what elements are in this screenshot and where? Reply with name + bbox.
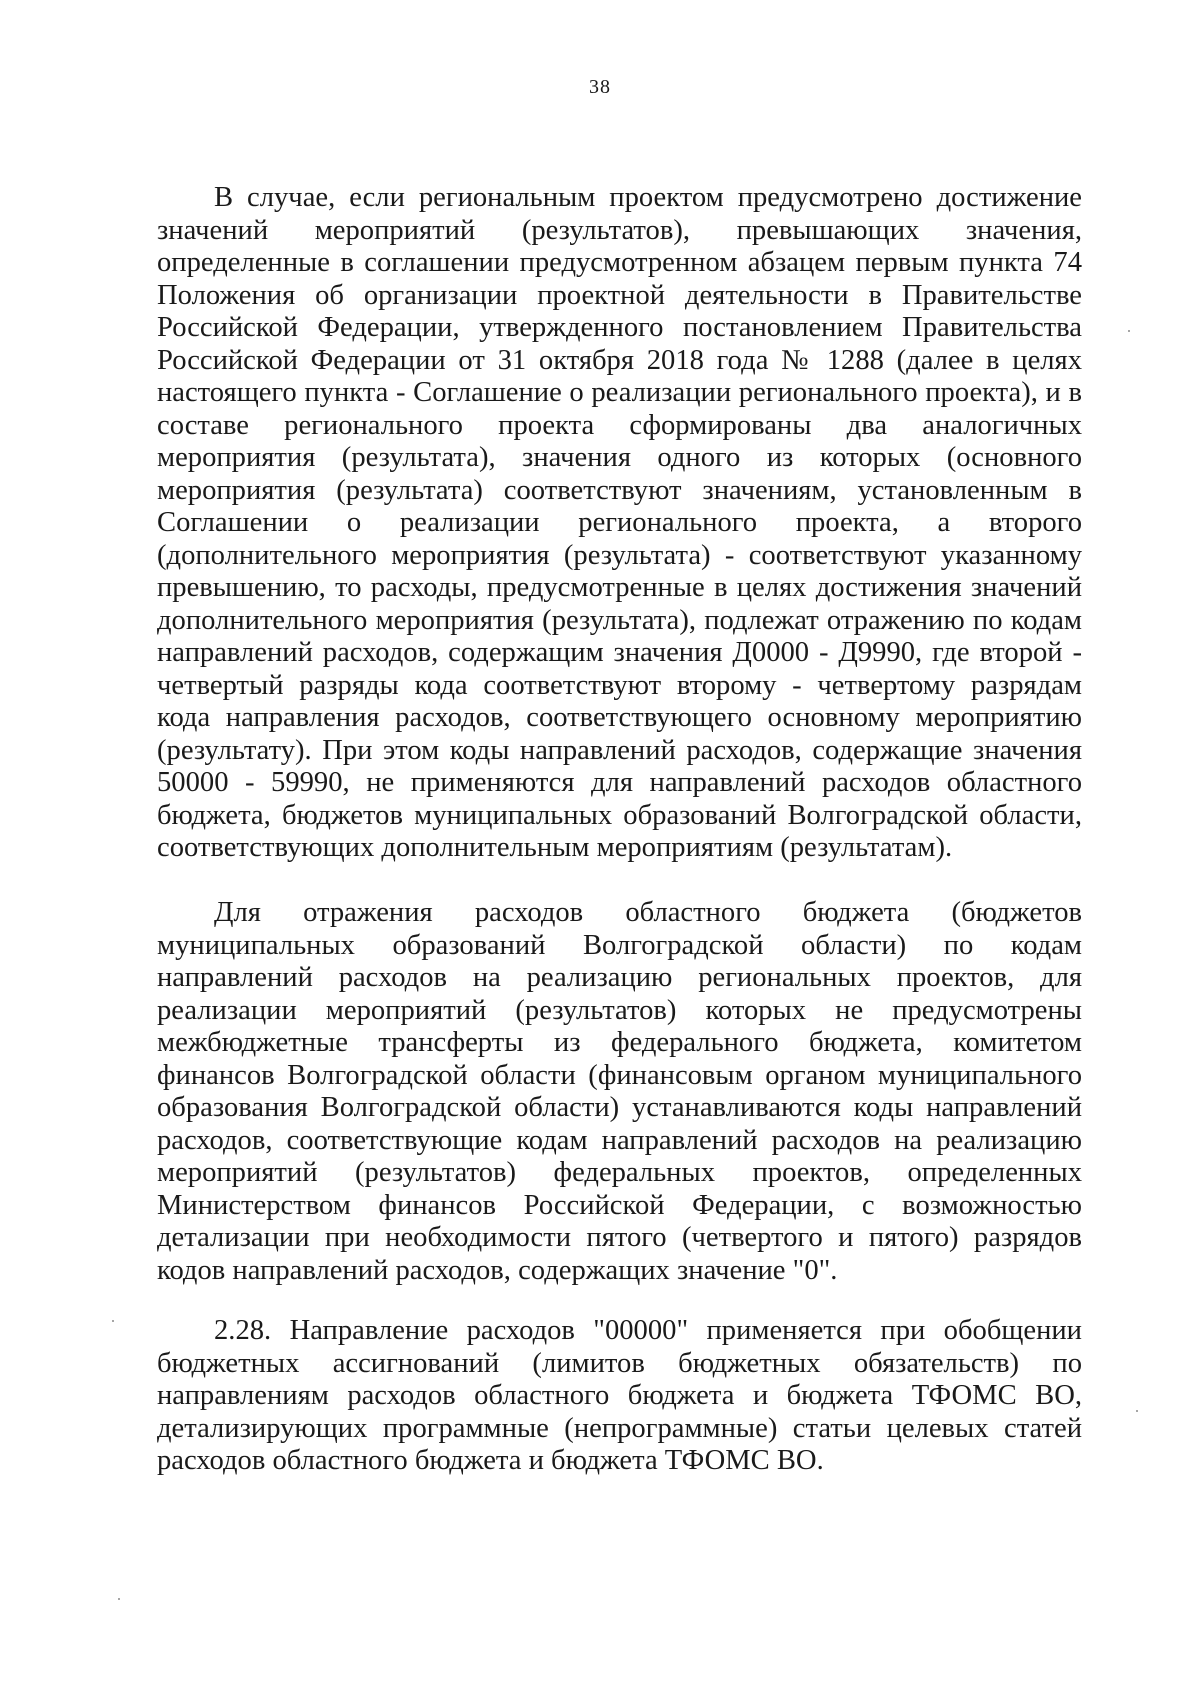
scan-speck — [1136, 1410, 1138, 1412]
scan-speck — [112, 1320, 114, 1322]
paragraph-regional-budget-codes: Для отражения расходов областного бюджета (бюджетов муниципальных образований Волгоградской области) по кодам направлений расходов на реализацию региональных проектов, для реализации мероприятий (результатов) которых не предусмотрены межбюджетные трансферты из федерального бюджета, комитетом финансов Волгоградской области (финансовым органом муниципального образования Волгоградской области) устанавливаются коды направлений расходов, соответствующие кодам направлений расходов на реализацию мероприятий (результатов) федеральных проектов, определенных Министерством финансов Российской Федерации, с возможностью детализации при необходимости пятого (четвертого и пятого) разрядов кодов направлений расходов, содержащих значение "0". — [157, 897, 1082, 1286]
paragraph-section-2-28: 2.28. Направление расходов "00000" применяется при обобщении бюджетных ассигнований (лимитов бюджетных обязательств) по направлениям расходов областного бюджета и бюджета ТФОМС ВО, детализирующих программные (непрограммные) статьи целевых статей расходов областного бюджета и бюджета ТФОМС ВО. — [157, 1315, 1082, 1476]
page-number: 38 — [589, 76, 611, 98]
scan-speck — [1128, 330, 1130, 332]
scan-speck — [118, 1598, 120, 1600]
paragraph-regional-project-codes: В случае, если региональным проектом предусмотрено достижение значений мероприятий (результатов), превышающих значения, определенные в соглашении предусмотренном абзацем первым пункта 74 Положения об организации проектной деятельности в Правительстве Российской Федерации, утвержденного постановлением Правительства Российской Федерации от 31 октября 2018 года № 1288 (далее в целях настоящего пункта - Соглашение о реализации регионального проекта), и в составе регионального проекта сформированы два аналогичных мероприятия (результата), значения одного из которых (основного мероприятия (результата) соответствуют значениям, установленным в Соглашении о реализации регионального проекта, а второго (дополнительного мероприятия (результата) - соответствуют указанному превышению, то расходы, предусмотренные в целях достижения значений дополнительного мероприятия (результата), подлежат отражению по кодам направлений расходов, содержащим значения Д0000 - Д9990, где второй - четвертый разряды кода соответствуют второму - четвертому разрядам кода направления расходов, соответствующего основному мероприятию (результату). При этом коды направлений расходов, содержащие значения 50000 - 59990, не применяются для направлений расходов областного бюджета, бюджетов муниципальных образований Волгоградской области, соответствующих дополнительным мероприятиям (результатам). — [157, 182, 1082, 863]
